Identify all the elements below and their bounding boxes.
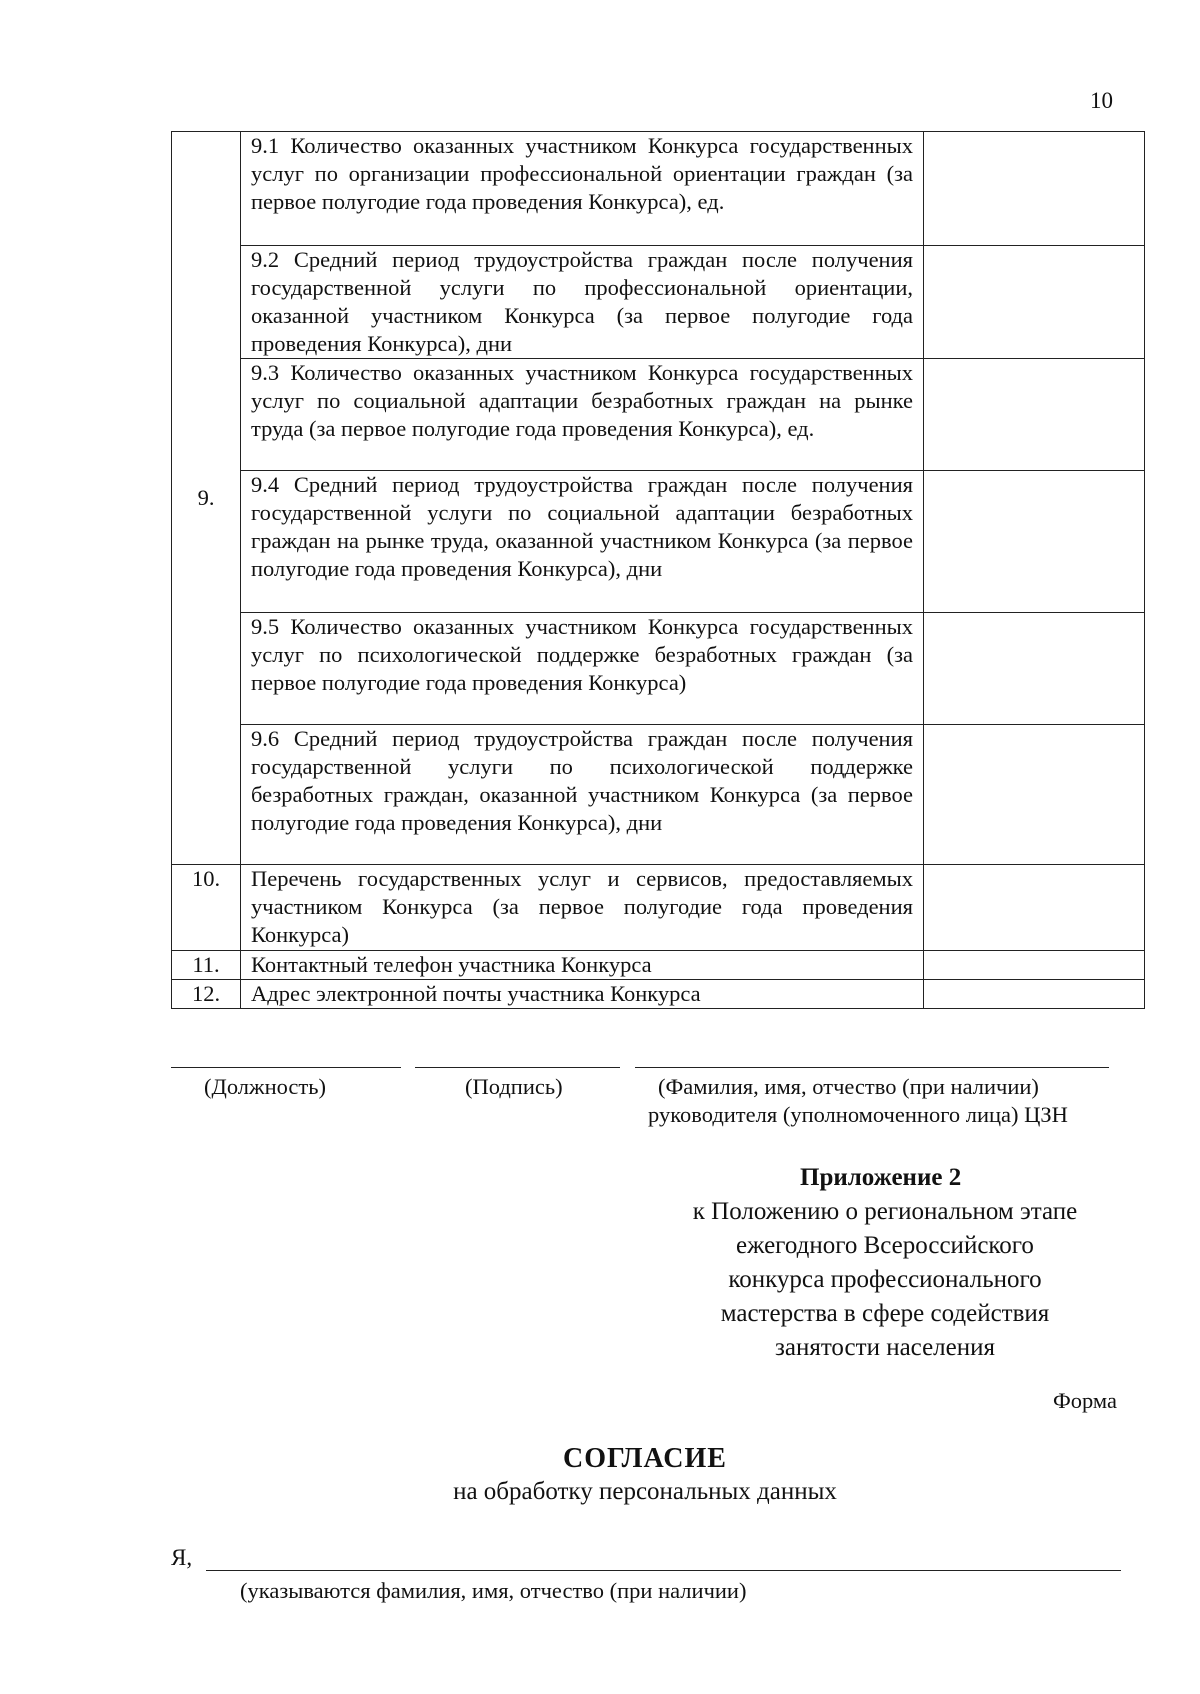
value-cell[interactable]	[924, 471, 1145, 613]
form-label: Форма	[1053, 1388, 1118, 1413]
annex-line: ежегодного Всероссийского	[736, 1232, 1034, 1259]
table-row	[172, 359, 1145, 471]
criterion-11: Контактный телефон участника Конкурса	[241, 951, 924, 980]
annex-body	[650, 1195, 1120, 1365]
name-caption-line1: (Фамилия, имя, отчество (при наличии)	[658, 1074, 1039, 1099]
criterion-9-3: 9.3 Количество оказанных участником Конкурса государственных услуг по социальной адаптации безработных граждан на рынке труда (за первое полугодие года проведения Конкурса), ед.	[241, 359, 924, 471]
table-row	[172, 725, 1145, 865]
criterion-9-1: 9.1 Количество оказанных участником Конкурса государственных услуг по организации профессиональной ориентации граждан (за первое полугодие года проведения Конкурса), ед.	[241, 132, 924, 246]
name-line[interactable]	[635, 1067, 1109, 1068]
table-row	[172, 980, 1145, 1009]
criterion-10: Перечень государственных услуг и сервисов, предоставляемых участником Конкурса (за первое полугодие года проведения Конкурса)	[241, 865, 924, 951]
row-number: 11.	[172, 951, 241, 980]
criteria-table	[171, 131, 1145, 1009]
criterion-9-5: 9.5 Количество оказанных участником Конкурса государственных услуг по психологической поддержке безработных граждан (за первое полугодие года проведения Конкурса)	[241, 613, 924, 725]
value-cell[interactable]	[924, 980, 1145, 1009]
value-cell[interactable]	[924, 725, 1145, 865]
value-cell[interactable]	[924, 359, 1145, 471]
full-name-line[interactable]	[206, 1570, 1121, 1571]
annex-line: занятости населения	[774, 1334, 996, 1361]
signature-caption: (Подпись)	[465, 1074, 563, 1099]
table-row	[172, 132, 1145, 246]
position-caption: (Должность)	[204, 1074, 326, 1099]
ya-label: Я,	[171, 1545, 193, 1570]
table-row	[172, 613, 1145, 725]
table-row	[172, 951, 1145, 980]
annex-title: Приложение 2	[800, 1164, 962, 1191]
value-cell[interactable]	[924, 132, 1145, 246]
position-line[interactable]	[171, 1067, 401, 1068]
row-number: 12.	[172, 980, 241, 1009]
criterion-9-6: 9.6 Средний период трудоустройства граждан после получения государственной услуги по психологической поддержке безработных граждан, оказанной участником Конкурса (за первое полугодие года проведения Конкурса), дни	[241, 725, 924, 865]
value-cell[interactable]	[924, 951, 1145, 980]
page-number: 10	[1090, 88, 1113, 113]
annex-line: конкурса профессионального	[728, 1266, 1042, 1293]
value-cell[interactable]	[924, 865, 1145, 951]
criterion-9-2: 9.2 Средний период трудоустройства граждан после получения государственной услуги по профессиональной ориентации, оказанной участником Конкурса (за первое полугодие года проведения Конкурса), дни	[241, 246, 924, 359]
criterion-12: Адрес электронной почты участника Конкурса	[241, 980, 924, 1009]
annex-line: к Положению о региональном этапе	[692, 1198, 1078, 1225]
row-number: 10.	[172, 865, 241, 951]
consent-subtitle: на обработку персональных данных	[453, 1478, 837, 1505]
value-cell[interactable]	[924, 246, 1145, 359]
table-row	[172, 865, 1145, 951]
name-caption-line2: руководителя (уполномоченного лица) ЦЗН	[648, 1102, 1068, 1127]
criterion-9-4: 9.4 Средний период трудоустройства граждан после получения государственной услуги по социальной адаптации безработных граждан на рынке труда, оказанной участником Конкурса (за первое полугодие года проведения Конкурса), дни	[241, 471, 924, 613]
value-cell[interactable]	[924, 613, 1145, 725]
table-row	[172, 471, 1145, 613]
annex-line: мастерства в сфере содействия	[720, 1300, 1050, 1327]
group-number: 9.	[172, 132, 241, 865]
consent-title: СОГЛАСИЕ	[563, 1443, 727, 1474]
signature-line[interactable]	[415, 1067, 620, 1068]
full-name-caption: (указываются фамилия, имя, отчество (при наличии)	[240, 1578, 747, 1603]
table-row	[172, 246, 1145, 359]
